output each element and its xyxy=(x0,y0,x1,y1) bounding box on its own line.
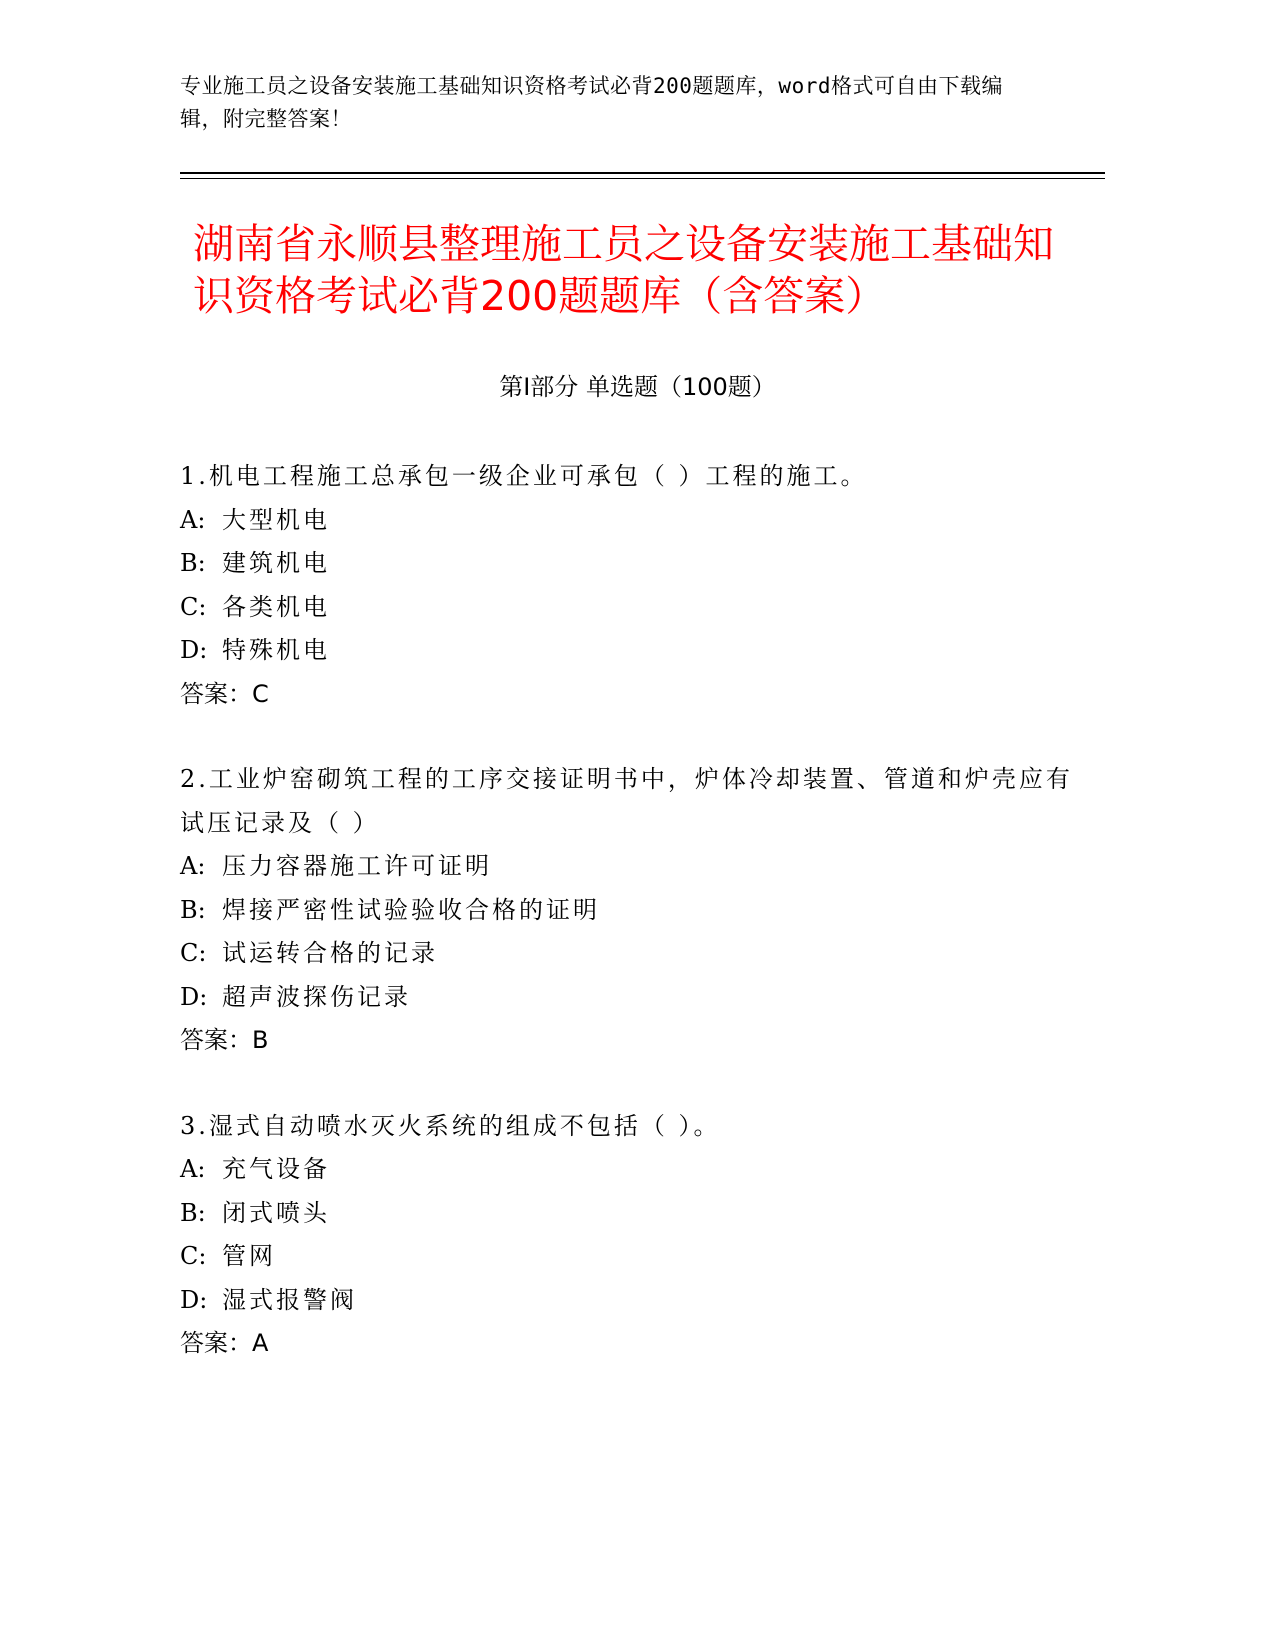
option-letter: C: xyxy=(180,1242,207,1270)
question-list xyxy=(180,455,1080,1408)
answer: 答案：A xyxy=(180,1329,269,1357)
document-title: 湖南省永顺县整理施工员之设备安装施工基础知识资格考试必背200题题库（含答案） xyxy=(193,220,1054,320)
option-letter: D: xyxy=(180,982,208,1011)
header-note: 专业施工员之设备安装施工基础知识资格考试必背200题题库，word格式可自由下载编辑，附完整答案！ xyxy=(180,74,1003,131)
option-text: 管网 xyxy=(222,1242,276,1270)
question-stem: 3.湿式自动喷水灭火系统的组成不包括（ ）。 xyxy=(180,1111,721,1140)
option-c xyxy=(180,1235,1080,1279)
option-text: 充气设备 xyxy=(222,1155,330,1183)
option-letter: D: xyxy=(180,1285,208,1314)
option-text: 压力容器施工许可证明 xyxy=(222,852,492,880)
option-b xyxy=(180,889,1080,933)
question-stem: 2.工业炉窑砌筑工程的工序交接证明书中，炉体冷却装置、管道和炉壳应有试压记录及（ ） xyxy=(180,765,1073,837)
question-item xyxy=(180,758,1080,1063)
option-letter: B: xyxy=(180,549,206,577)
option-text: 大型机电 xyxy=(222,505,330,534)
header-divider-thin xyxy=(180,178,1105,179)
option-d xyxy=(180,629,1080,673)
option-letter: B: xyxy=(180,895,206,924)
option-text: 超声波探伤记录 xyxy=(222,982,411,1011)
option-text: 闭式喷头 xyxy=(222,1198,330,1227)
option-d xyxy=(180,1279,1080,1323)
option-letter: C: xyxy=(180,939,207,967)
option-text: 焊接严密性试验验收合格的证明 xyxy=(222,895,600,924)
option-c xyxy=(180,932,1080,976)
question-stem: 1.机电工程施工总承包一级企业可承包（ ）工程的施工。 xyxy=(180,462,868,490)
option-letter: A: xyxy=(180,852,206,880)
option-letter: A: xyxy=(180,505,206,534)
option-text: 试运转合格的记录 xyxy=(222,939,438,967)
option-d xyxy=(180,976,1080,1020)
option-letter: D: xyxy=(180,636,208,664)
header-divider-thick xyxy=(180,172,1105,174)
option-b xyxy=(180,1192,1080,1236)
option-a xyxy=(180,845,1080,889)
option-text: 建筑机电 xyxy=(222,549,330,577)
option-text: 特殊机电 xyxy=(222,636,330,664)
option-letter: C: xyxy=(180,592,207,621)
answer: 答案：B xyxy=(180,1026,269,1054)
option-a xyxy=(180,499,1080,543)
option-a xyxy=(180,1148,1080,1192)
option-letter: B: xyxy=(180,1198,206,1227)
answer: 答案：C xyxy=(180,679,269,708)
option-text: 各类机电 xyxy=(222,592,330,621)
question-item xyxy=(180,455,1080,716)
option-text: 湿式报警阀 xyxy=(222,1285,357,1314)
option-c xyxy=(180,586,1080,630)
question-item xyxy=(180,1105,1080,1366)
option-b xyxy=(180,542,1080,586)
section-heading: 第Ⅰ部分 单选题（100题） xyxy=(499,373,776,401)
option-letter: A: xyxy=(180,1155,206,1183)
